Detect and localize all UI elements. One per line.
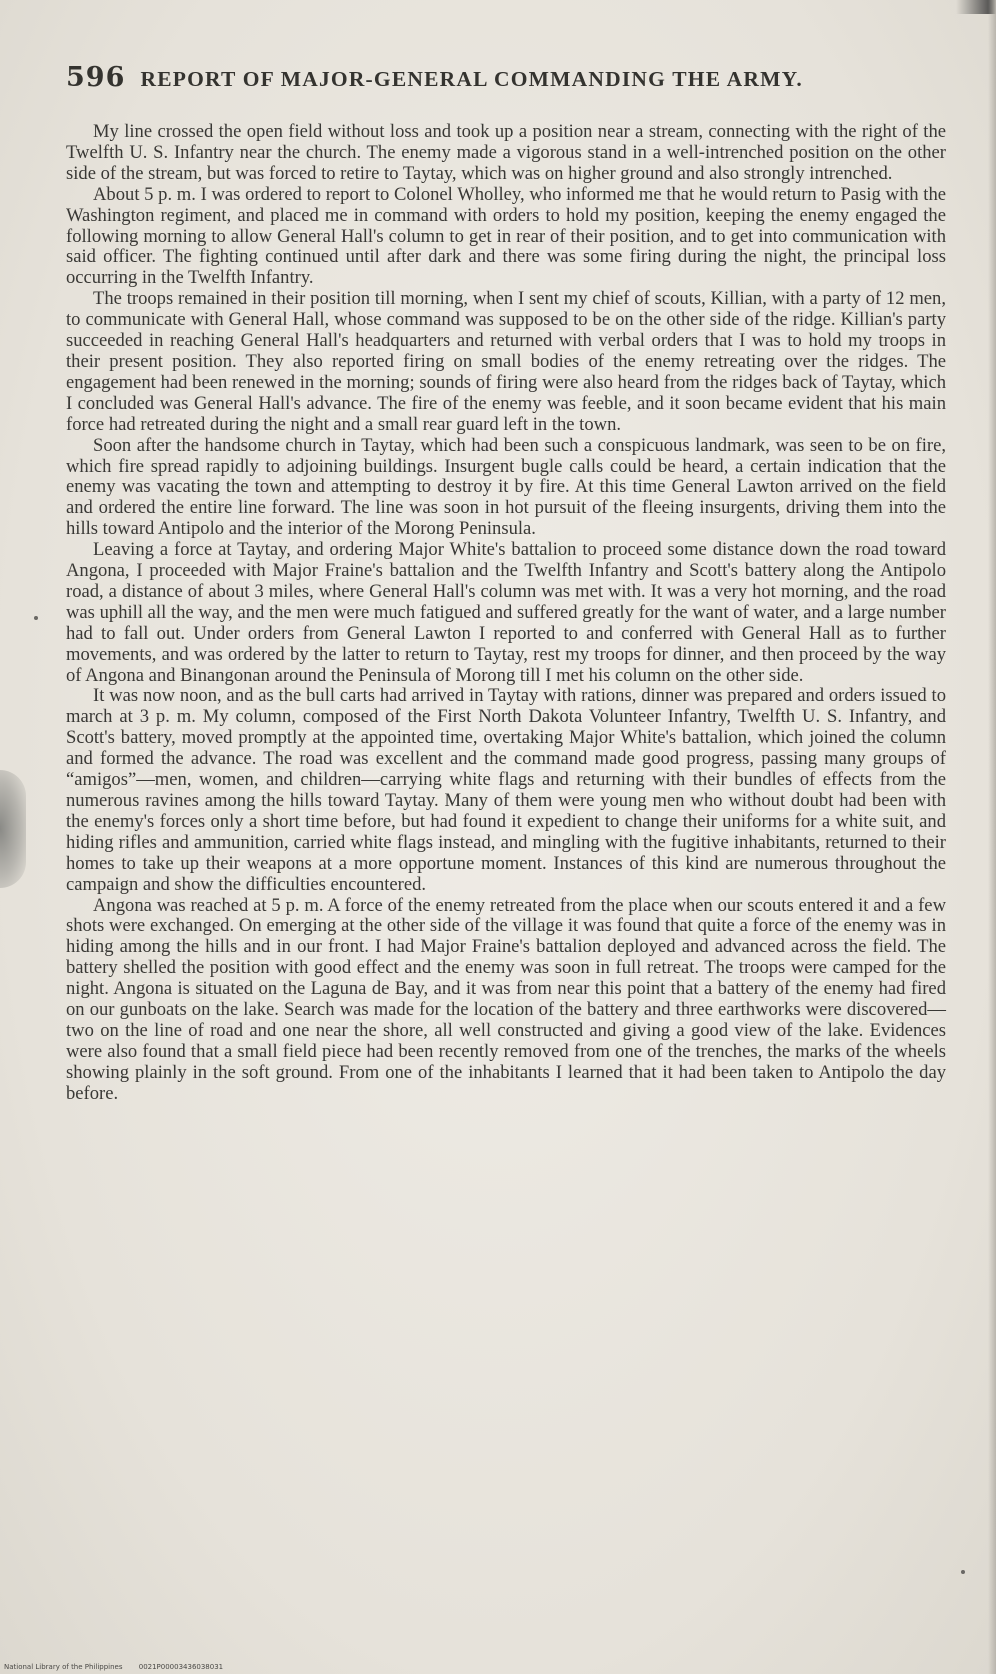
page-edge-shadow (988, 0, 996, 1674)
scan-footer (4, 1663, 223, 1671)
paragraph: Soon after the handsome church in Taytay, which had been such a conspicuous landmark, was seen to be on fire, which fire spread rapidly to adjoining buildings. Insurgent bugle calls could be heard, a certain indication that the enemy was vacating the town and attempting to destroy it by fire. At this time General Lawton arrived on the field and ordered the entire line forward. The line was soon in hot pursuit of the fleeing insurgents, driving them into the hills toward Antipolo and the interior of the Morong Peninsula. (66, 434, 946, 540)
library-credit: National Library of the Philippines (4, 1663, 123, 1671)
paragraph: About 5 p. m. I was ordered to report to Colonel Wholley, who informed me that he would return to Pasig with the Washington regiment, and placed me in command with orders to hold my position, keeping the enemy engaged the following morning to allow General Hall's column to get in rear of their position, and to get into communication with said officer. The fighting continued until after dark and there was some firing during the night, the principal loss occurring in the Twelfth Infantry. (66, 183, 946, 289)
thumb-smudge (0, 770, 26, 888)
paragraph: My line crossed the open field without loss and took up a position near a stream, connecting with the right of the Twelfth U. S. Infantry near the church. The enemy made a vigorous stand in a well-intrenched position on the other side of the stream, but was forced to retire to Taytay, which was on higher ground and also strongly intrenched. (66, 121, 946, 184)
running-title: REPORT OF MAJOR-GENERAL COMMANDING THE ARMY. (140, 67, 803, 91)
scan-code: 0021P00003436038031 (138, 1663, 224, 1671)
page-header (66, 62, 932, 93)
paragraph: The troops remained in their position till morning, when I sent my chief of scouts, Killian, with a party of 12 men, to communicate with General Hall, whose command was supposed to be on the other side of the ridge. Killian's party succeeded in reaching General Hall's headquarters and returned with verbal orders that I was to hold my troops in their present position. They also reported firing on small bodies of the enemy retreating over the ridges. The engagement had been renewed in the morning; sounds of firing were also heard from the ridges back of Taytay, which I concluded was General Hall's advance. The fire of the enemy was feeble, and it soon became evident that his main force had retreated during the night and a small rear guard left in the town. (66, 288, 946, 435)
body-text (66, 122, 946, 1105)
scan-speck (961, 1570, 965, 1574)
page-number: 596 (66, 62, 126, 93)
scan-speck (34, 616, 38, 620)
paragraph: Leaving a force at Taytay, and ordering Major White's battalion to proceed some distance down the road toward Angona, I proceeded with Major Fraine's battalion and the Twelfth Infantry and Scott's battery along the Antipolo road, a distance of about 3 miles, where General Hall's column was met with. It was a very hot morning, and the road was uphill all the way, and the men were much fatigued and suffered greatly for the want of water, and a large number had to fall out. Under orders from General Lawton I reported to and conferred with General Hall as to further movements, and was ordered by the latter to return to Taytay, rest my troops for dinner, and then proceed by the way of Angona and Binangonan around the Peninsula of Morong till I met his column on the other side. (66, 539, 946, 686)
paragraph: It was now noon, and as the bull carts had arrived in Taytay with rations, dinner was prepared and orders issued to march at 3 p. m. My column, composed of the First North Dakota Volunteer Infantry, Twelfth U. S. Infantry, and Scott's battery, moved promptly at the appointed time, overtaking Major White's battalion, which joined the column and formed the advance. The road was excellent and the command made good progress, passing many groups of “amigos”—men, women, and children—carrying white flags and returning with their bundles of effects from the numerous ravines among the hills toward Taytay. Many of them were young men who without doubt had been with the enemy's forces only a short time before, but had found it expedient to change their uniforms for a white suit, and hiding rifles and ammunition, carried white flags instead, and mingling with the fugitive inhabitants, returned to their homes to take up their weapons at a more opportune moment. Instances of this kind are numerous throughout the campaign and show the difficulties encountered. (66, 685, 946, 895)
paragraph: Angona was reached at 5 p. m. A force of the enemy retreated from the place when our scouts entered it and a few shots were exchanged. On emerging at the other side of the village it was found that quite a force of the enemy was in hiding among the hills and in our front. I had Major Fraine's battalion deployed and advanced across the field. The battery shelled the position with good effect and the enemy was soon in full retreat. The troops were camped for the night. Angona is situated on the Laguna de Bay, and it was from near this point that a battery of the enemy had fired on our gunboats on the lake. Search was made for the location of the battery and three earthworks were discovered—two on the line of road and one near the shore, all well constructed and giving a good view of the lake. Evidences were also found that a small field piece had been recently removed from one of the trenches, the marks of the wheels showing plainly in the soft ground. From one of the inhabitants I learned that it had been taken to Antipolo the day before. (66, 894, 946, 1104)
